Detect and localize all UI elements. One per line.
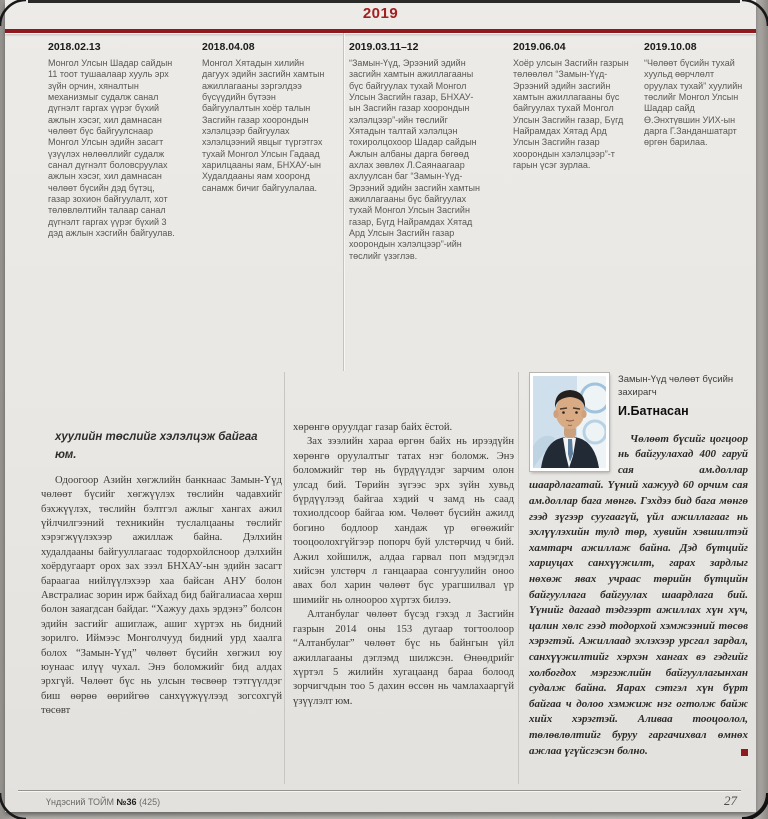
pull-quote-text: Чөлөөт бүсийг цогцоор нь байгуулахад 400 гаруй сая ам.доллар шаардлагатай. Үүний хажууд 60 орчим сая ам.доллар бага мөнгө. Гэхдээ бид бага мөнгө гээд зүгээр суугаагүй, үйл ажиллагааг нь эхлүүлэхийн тулд төр, хувийн хэвшилтэй хамтарч ажиллаж байна. Дэд бүтцийг хариуцах санхүүжилт, гарах зардлыг нөхөж явах учраас төрийн бүтцийн байгууллага байгуулах шаардлага бий. Үүнийг дагаад тэдгээрт ажиллах хүн хүч, цалин хөлс гээд тодорхой хэмжээний төсөв хэрэгтэй. Ажиллаад эхлэхээр урсгал зардал, санхүүжилтийг хэрхэн хангах вэ гэдгийг холбогдох мэргэжлийн байгууллагынхан судалж байна. Яарах сэтгэл хүн бүрт байгаа ч долоо хэмжиж нэг огтолж байж хийх хэрэгтэй. Аливаа тооцоолол, төлөвлөлтийг буруу гаргачихвал өмнөх ажлаа үгүйсгэсэн болно. (529, 432, 748, 757)
end-of-article-marker-icon (741, 749, 748, 756)
timeline-event-text: Хоёр улсын Засгийн газрын төлөөлөл “Замын-Үүд-Эрээний эдийн засгийн хамтын ажиллагааны бүс байгуулах тухай Монгол Улсын Засгийн газар, Бүгд Найрамдах Хятад Ард Улсын Засгийн газар хоорондын хэлэлцээр”-т гарын үсэг зурлаа. (513, 58, 629, 170)
portrait-caption-name: И.Батнасан (618, 403, 689, 418)
timeline-event-3 (349, 41, 482, 262)
portrait-caption (618, 371, 748, 420)
article-lead-in: хуулийн төслийг хэлэлцэж байгаа юм. (55, 431, 258, 462)
timeline-event-text: “Чөлөөт бүсийн тухай хуульд өөрчлөлт оруулах тухай” хуулийн төслийг Монгол Улсын Шадар сайд Ө.Энхтүвшин УИХ-ын дарга Г.Занданшатарт өргөн барилаа. (644, 58, 743, 148)
timeline-event-2 (202, 41, 329, 194)
timeline-event-date: 2019.06.04 (513, 41, 566, 53)
timeline-event-date: 2018.02.13 (48, 41, 101, 53)
article-paragraph: Одоогоор Азийн хөгжлийн банкнаас Замын-Үүд чөлөөт бүсийг хөгжүүлэх төслийн чадавхийг бэхжүүлэх, төслийн бэлтгэл ажлыг хангах ажил үйлчилгээний техникийн туслалцааны төслийг хэрэгжүүлэхээр ажиллаж байна. Дэлхийн худалдааны байгууллагаас тодорхойлсноор дэлхийн хоёрдугаарт орох зах зээл БНХАУ-ын эдийн засагт бараагаа нийлүүлэхээр хаа байсан АНУ болон Австралиас зорин ирж байхад бид байгалиасаа хөрш болон заяагдсан байдаг. “Хажуу дахь эрдэнэ” болсон эдийн засгийг ашиглаж, ашиг хүртэх нь бидний зорилго. Иймээс Монголчууд бидний урд хаалга болох “Замын-Үүд” чөлөөт бүсийн хөгжил юу юунаас илүү чухал. Энэ боломжийг бид алдах эрхгүй. Чөлөөт бүс нь улсын төсвөөр тэтгүүлдэг биш өөрөө өөрийгөө санхүүжүүлээд зогсохгүй төсөвт (41, 474, 282, 717)
timeline-event-date: 2019.03.11–12 (349, 41, 419, 53)
footer-journal-name: Үндэсний ТОЙМ (46, 797, 117, 807)
footer-issue-number: №36 (116, 797, 137, 807)
timeline-event-5 (644, 41, 750, 149)
timeline-event-text: Монгол Хятадын хилийн дагуух эдийн засгийн хамтын ажиллагааны зэргэлдээ бүсүүдийн бүтээн байгуулалтын хоёр талын Засгийн газар хоорондын хэлэлцээр байгуулах хэлэлцээний явцыг түргэтгэх тухай Монгол Улсын Гадаад харилцааны яам, БНХАУ-ын Худалдааны яам хооронд санамж бичиг байгуулалаа. (202, 58, 325, 193)
timeline-event-4 (513, 41, 632, 171)
timeline-event-text: “Замын-Үүд, Эрээний эдийн засгийн хамтын ажиллагааны бүс байгуулах тухай Монгол Улсын Засгийн газар, БНХАУ-ын Засгийн газар хоорондын хэлэлцээр”-ийн төслийг Хятадын талтай хэлэлцэн тохиролцохоор Шадар сайдын Ажлын албаны дарга бөгөөд ахлах зөвлөх Л.Саянаагаар ахлуулсан баг “Замын-Үүд-Эрээний эдийн засгийн хамтын ажиллагааны бүс байгуулах тухай Монгол Улсын Засгийн газар, Бүгд Найрамдах Хятад Ард Улсын Засгийн газар хоорондын хэлэлцээр”-ийн төслийг үзэглэв. (349, 58, 480, 261)
footer-issue-paren: (425) (136, 797, 161, 807)
page-number: 27 (724, 793, 737, 808)
article-paragraph: Зах зээлийн хараа өргөн байх нь ирээдүйн хөрөнгө оруулалтыг татах нэг боломж. Энэ боломжийг төр нь бүрдүүлдэг зарчим олон улсад бий. Төрийн зүгээс эрх зүйн хувьд бүрдүүлээд байгаа хэдий ч замд нь саад тохиолдсоор байгаа юм. Чөлөөт бүсийн ажилд богино бодлоор хандаж үр өгөөжийг тооцоолохгүйгээр попорч буй улстөрчид ч бий. Ажил хойшилж, алдаа гарвал поп мэдэгдэл хийсэн улстөрч л ганцаараа сонгуулийн оноо авах бол харин чөлөөт бүс урагшилвал үр шимийг нь олноороо хүртэх билээ. (293, 436, 514, 606)
article-paragraph: хөрөнгө оруулдаг газар байх ёстой. (293, 422, 453, 433)
footer-journal-line (46, 797, 160, 807)
magazine-page (5, 0, 756, 812)
timeline-red-rule (5, 29, 756, 33)
article-column-middle (293, 421, 514, 709)
article-paragraph: Алтанбулаг чөлөөт бүсэд гэхэд л Засгийн газрын 2014 оны 153 дугаар тогтоолоор “Алтанбулаг” чөлөөт бүс нь байнгын үйл ажиллагааны дэглэмд шилжсэн. Өнөөдрийг хүртэл 5 жилийн хугацаанд бараа болоод зорчигчдын тоо 5 дахин өссөн нь чамлахааргүй үзүүлэлт юм. (293, 609, 514, 707)
timeline-event-date: 2019.10.08 (644, 41, 697, 53)
portrait-caption-title: Замын-Үүд чөлөөт бүсийн захирагч (618, 374, 734, 398)
pull-quote (529, 432, 748, 760)
article-column-left (41, 428, 282, 719)
timeline-year-divider (343, 33, 344, 371)
article-column-right (529, 371, 748, 759)
timeline-year-heading: 2019 (362, 5, 399, 22)
timeline-event-text: Монгол Улсын Шадар сайдын 11 тоот тушаалаар хууль эрх зүйн орчин, хяналтын механизмыг судалж санал дүгнэлт гаргах үүрэг бүхий ажлын хэсэг, хил дамнасан чөлөөт бүс байгуулснаар Монгол Улсын эдийн засагт үзүүлэх нөлөөллийг судалж санал дүгнэлт боловсруулах ажлын хэсэг, хил дамнасан чөлөөт бүсийн дэд бүтэц, газар зохион байгуулалт, хот төлөвлөлтийн талаар санал дүгнэлт гаргах үүрэг бүхий 3 дэд ажлын хэсгийн байгуулав. (48, 58, 175, 238)
article-column-divider (518, 372, 519, 784)
article-column-divider (284, 372, 285, 784)
timeline-event-1 (48, 41, 179, 239)
timeline-event-date: 2018.04.08 (202, 41, 255, 53)
footer-rule (18, 790, 741, 791)
